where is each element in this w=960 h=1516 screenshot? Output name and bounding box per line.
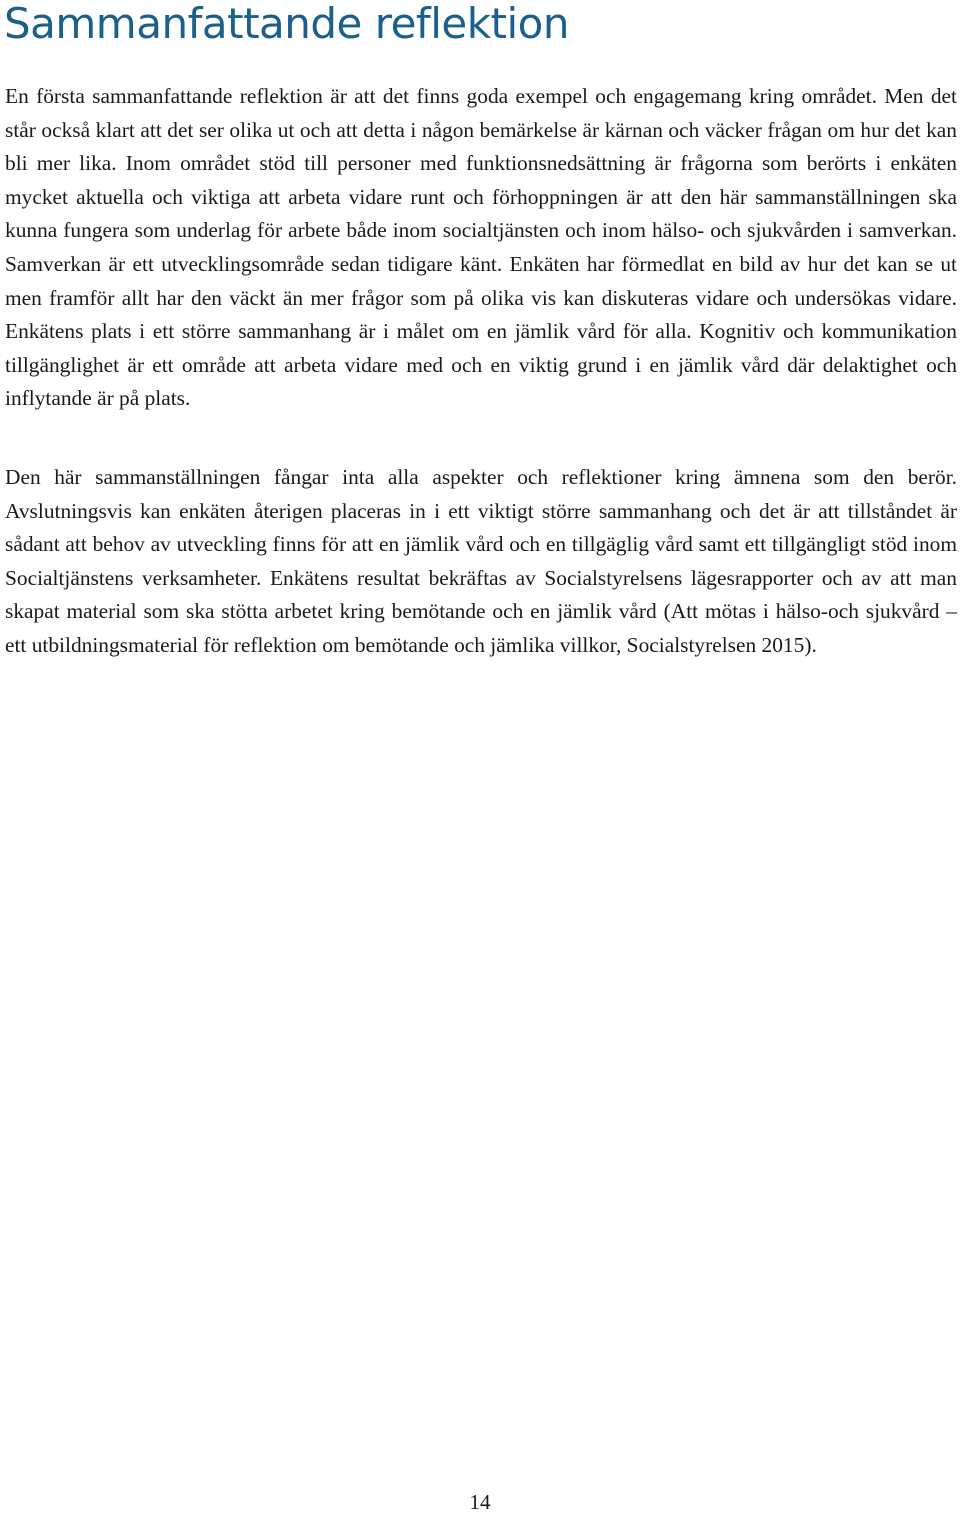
page-number: 14	[469, 1490, 491, 1514]
page-heading: Sammanfattande reflektion	[4, 0, 569, 48]
paragraph-2: Den här sammanställningen fångar inta alla aspekter och reflektioner kring ämnena som den berör. Avslutningsvis kan enkäten återigen placeras in i ett viktigt större sammanhang och det är att tillståndet är sådant att behov av utveckling finns för att en jämlik vård och en tillgäglig vård samt ett tillgängligt stöd inom Socialtjänstens verksamheter. Enkätens resultat bekräftas av Socialstyrelsens lägesrapporter och av att man skapat material som ska stötta arbetet kring bemötande och en jämlik vård (Att mötas i hälso-och sjukvård – ett utbildningsmaterial för reflektion om bemötande och jämlika villkor, Socialstyrelsen 2015).	[5, 465, 957, 657]
paragraph-1: En första sammanfattande reflektion är att det finns goda exempel och engagemang kring området. Men det står också klart att det ser olika ut och att detta i någon bemärkelse är kärnan och väcker frågan om hur det kan bli mer lika. Inom området stöd till personer med funktionsnedsättning är frågorna som berörts i enkäten mycket aktuella och viktiga att arbeta vidare runt och förhoppningen är att den här sammanställningen ska kunna fungera som underlag för arbete både inom socialtjänsten och inom hälso- och sjukvården i samverkan. Samverkan är ett utvecklingsområde sedan tidigare känt. Enkäten har förmedlat en bild av hur det kan se ut men framför allt har den väckt än mer frågor som på olika vis kan diskuteras vidare och undersökas vidare. Enkätens plats i ett större sammanhang är i målet om en jämlik vård för alla. Kognitiv och kommunikation tillgänglighet är ett område att arbeta vidare med och en viktig grund i en jämlik vård där delaktighet och inflytande är på plats.	[5, 84, 957, 411]
